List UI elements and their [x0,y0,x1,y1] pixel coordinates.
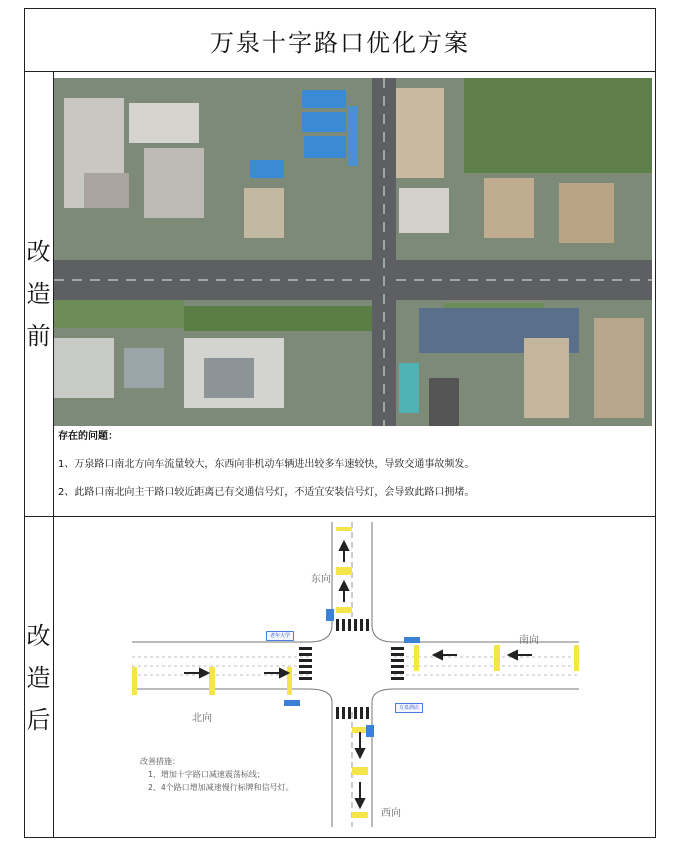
page-title: 万泉十字路口优化方案 [210,28,470,57]
aerial-photo [54,78,652,426]
side-char: 造 [26,280,51,308]
measures-heading: 改善措施： [140,757,180,766]
side-char: 造 [26,663,51,692]
problems-section [58,430,648,514]
problem-item: 1、万泉路口南北方向车流量较大，东西向非机动车辆进出较多车速较快，导致交通事故频发。 [58,459,475,470]
side-char: 后 [26,705,51,734]
aerial-photo-illustration [54,78,652,426]
side-char: 改 [26,238,51,266]
direction-south: 南向 [519,635,539,646]
measure-item: 1、增加十字路口减速震荡标线； [148,770,265,779]
side-label-after [24,517,54,838]
page-title-cell [24,8,656,72]
side-label-before [24,72,54,516]
direction-north: 北向 [192,713,212,724]
direction-west: 西向 [381,808,401,819]
sign-bottom-right: 万泉酒店 [395,703,423,713]
side-char: 前 [26,322,51,350]
measure-item: 2、4个路口增加减速慢行标牌和信号灯。 [148,783,294,792]
sign-top-left: 老年大学 [266,631,294,641]
problems-heading: 存在的问题： [58,431,118,442]
problem-item: 2、此路口南北向主干路口较近距离已有交通信号灯，不适宜安装信号灯，会导致此路口拥堵。 [58,487,475,498]
measures-section [140,755,294,794]
direction-east: 东向 [311,574,331,585]
side-char: 改 [26,621,51,650]
